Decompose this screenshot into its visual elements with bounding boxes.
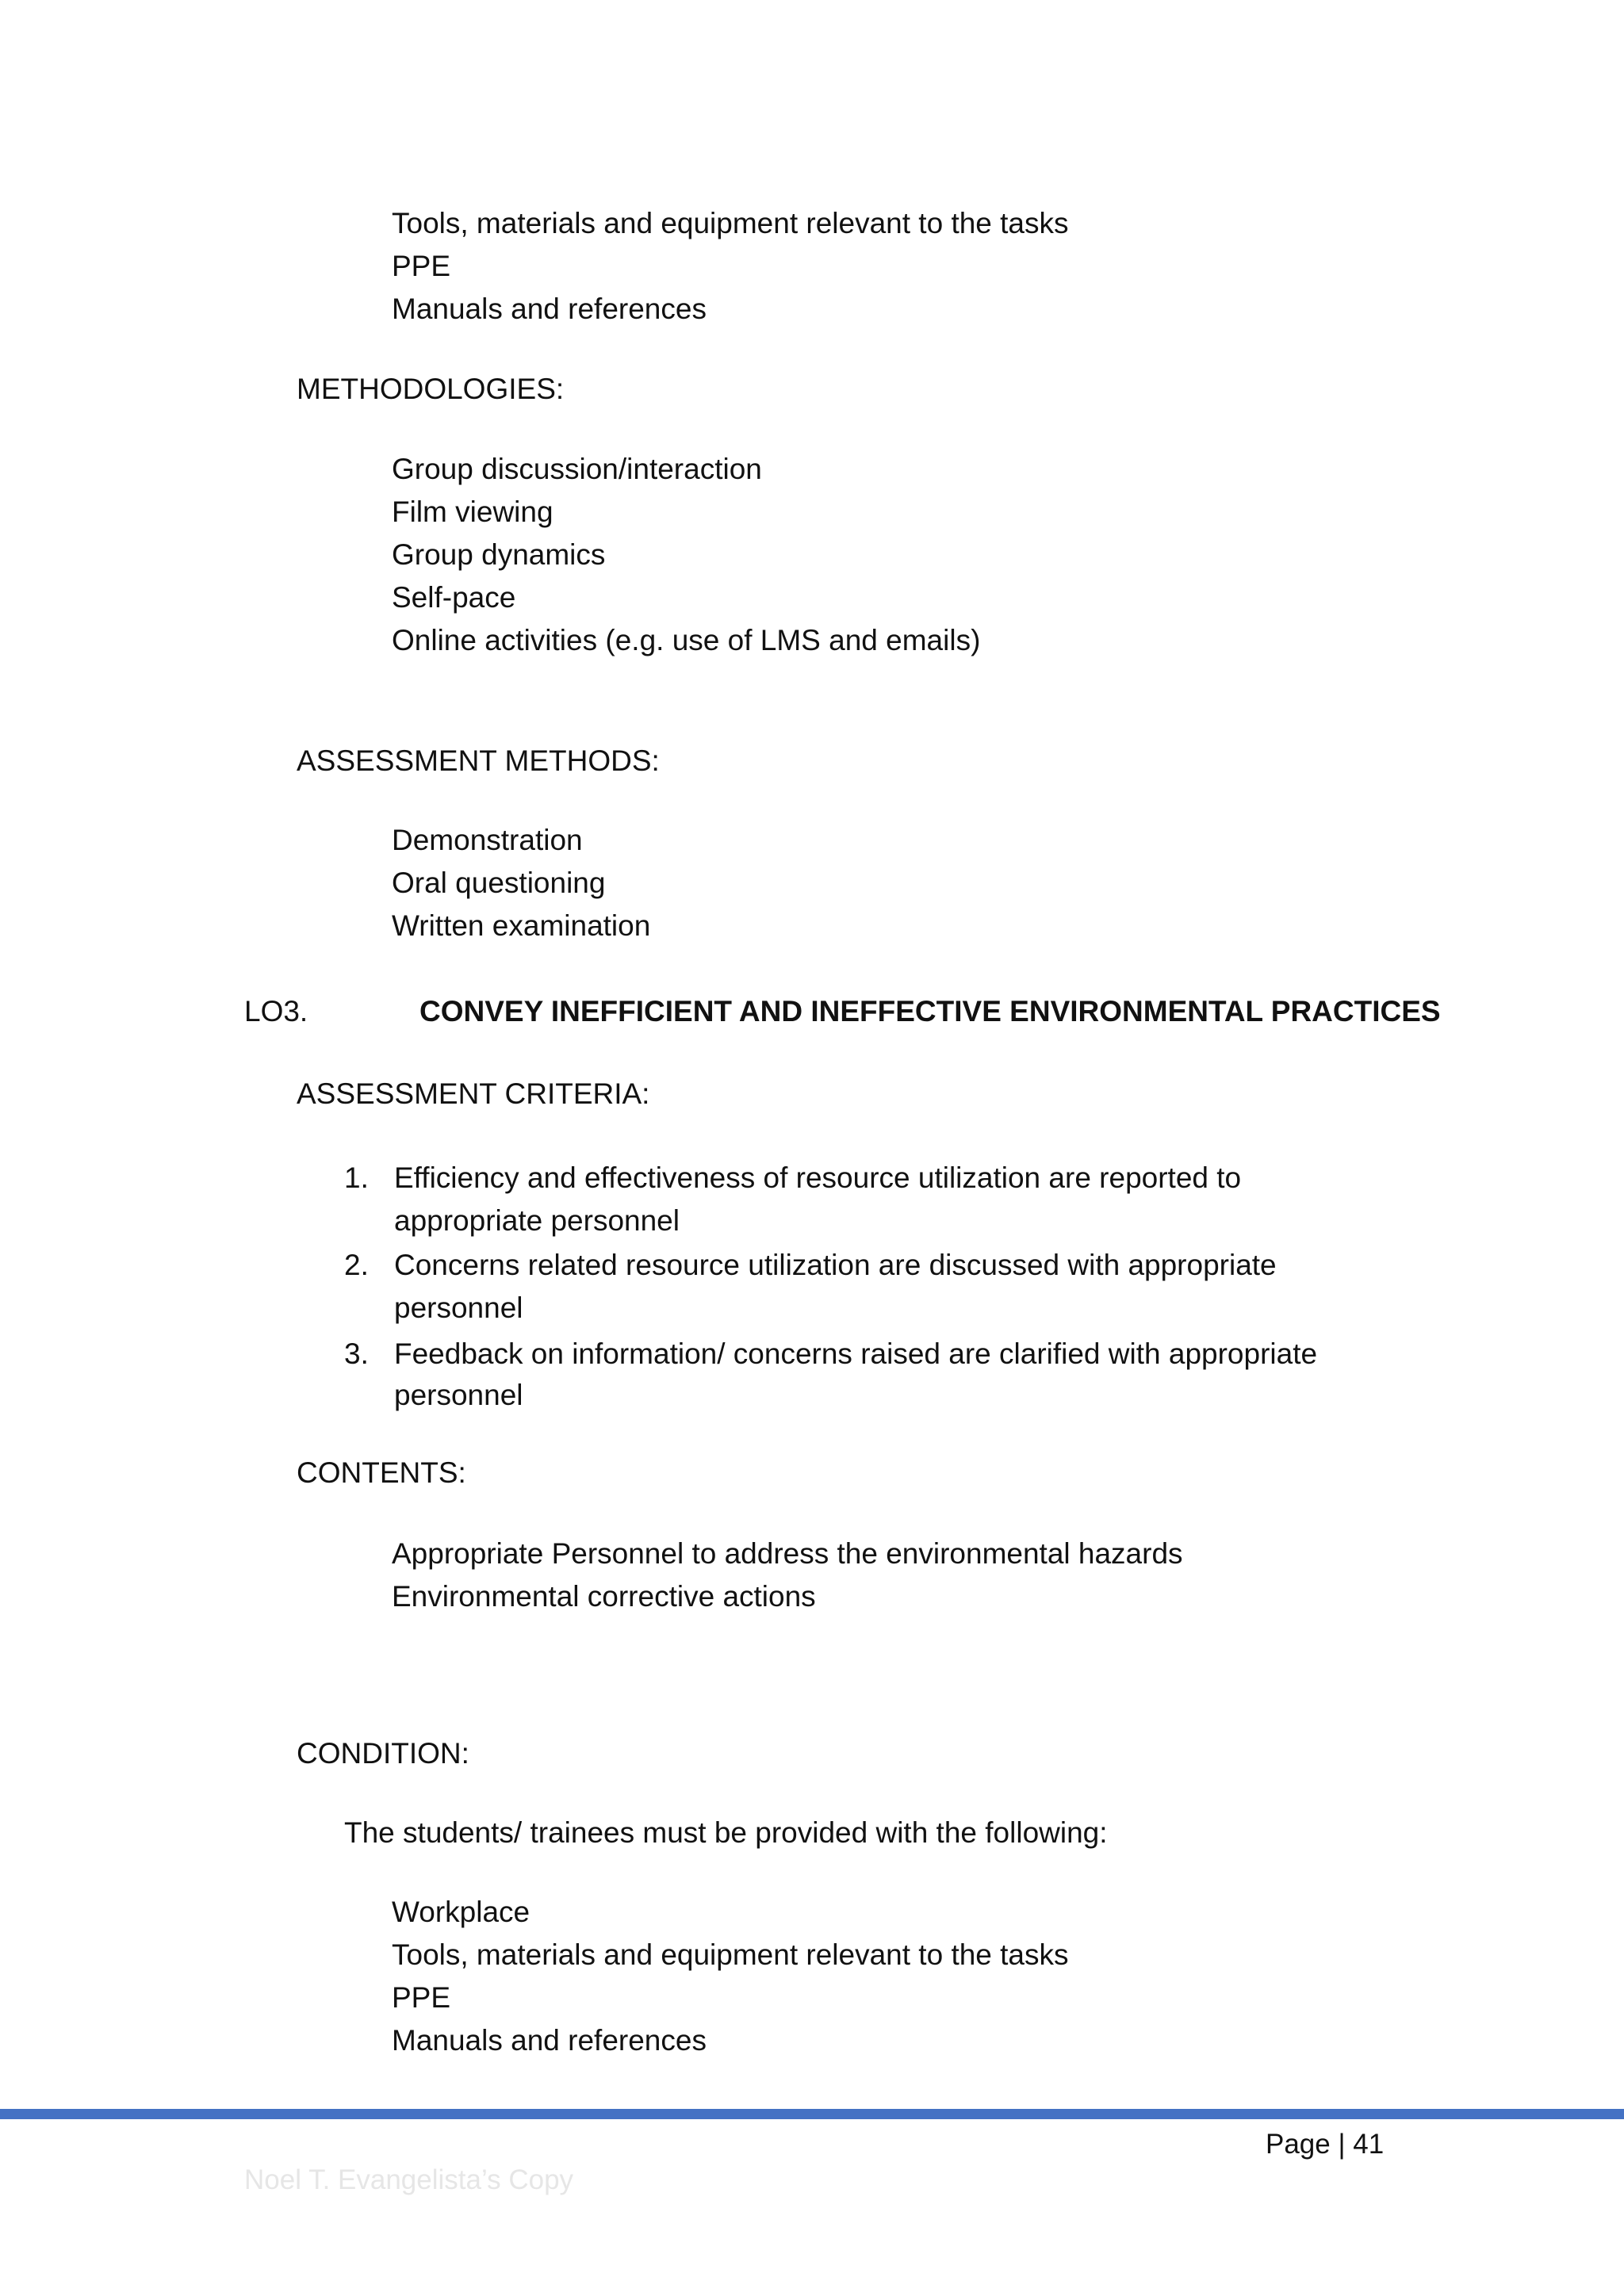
criteria-item-line: personnel bbox=[394, 1292, 523, 1324]
methodology-item: Group discussion/interaction bbox=[392, 453, 762, 485]
assessment-method-item: Demonstration bbox=[392, 824, 583, 856]
criteria-item-line: personnel bbox=[394, 1379, 523, 1411]
condition-intro: The students/ trainees must be provided with the following: bbox=[344, 1816, 1108, 1849]
methodologies-heading: METHODOLOGIES: bbox=[297, 373, 565, 405]
criteria-item-line: Concerns related resource utilization are discussed with appropriate bbox=[394, 1249, 1277, 1281]
methodology-item: Self-pace bbox=[392, 581, 516, 614]
lo3-label: LO3. bbox=[244, 995, 308, 1027]
watermark-text: Noel T. Evangelista’s Copy bbox=[244, 2164, 574, 2195]
content-item: Environmental corrective actions bbox=[392, 1580, 816, 1613]
methodology-item: Online activities (e.g. use of LMS and emails) bbox=[392, 624, 981, 656]
criteria-number: 3. bbox=[344, 1337, 369, 1370]
resource-item: Tools, materials and equipment relevant to the tasks bbox=[392, 207, 1069, 239]
methodology-item: Film viewing bbox=[392, 496, 553, 528]
criteria-item-line: appropriate personnel bbox=[394, 1204, 680, 1237]
assessment-method-item: Written examination bbox=[392, 909, 651, 942]
condition-item: Tools, materials and equipment relevant to the tasks bbox=[392, 1938, 1069, 1971]
criteria-item-line: Feedback on information/ concerns raised are clarified with appropriate bbox=[394, 1337, 1318, 1370]
assessment-methods-heading: ASSESSMENT METHODS: bbox=[297, 744, 660, 777]
condition-heading: CONDITION: bbox=[297, 1737, 469, 1770]
criteria-item-line: Efficiency and effectiveness of resource utilization are reported to bbox=[394, 1161, 1242, 1194]
criteria-number: 1. bbox=[344, 1161, 369, 1194]
contents-heading: CONTENTS: bbox=[297, 1456, 466, 1489]
methodology-item: Group dynamics bbox=[392, 538, 606, 571]
resource-item: Manuals and references bbox=[392, 293, 707, 325]
condition-item: PPE bbox=[392, 1981, 451, 2014]
content-item: Appropriate Personnel to address the environmental hazards bbox=[392, 1537, 1183, 1570]
condition-item: Manuals and references bbox=[392, 2024, 707, 2057]
page-number: Page | 41 bbox=[1266, 2129, 1385, 2160]
assessment-method-item: Oral questioning bbox=[392, 867, 606, 899]
criteria-number: 2. bbox=[344, 1249, 369, 1281]
condition-item: Workplace bbox=[392, 1896, 530, 1928]
footer-rule bbox=[0, 2109, 1624, 2119]
resource-item: PPE bbox=[392, 250, 451, 282]
lo3-title: CONVEY INEFFICIENT AND INEFFECTIVE ENVIRONMENTAL PRACTICES bbox=[419, 995, 1441, 1027]
assessment-criteria-heading: ASSESSMENT CRITERIA: bbox=[297, 1077, 650, 1110]
